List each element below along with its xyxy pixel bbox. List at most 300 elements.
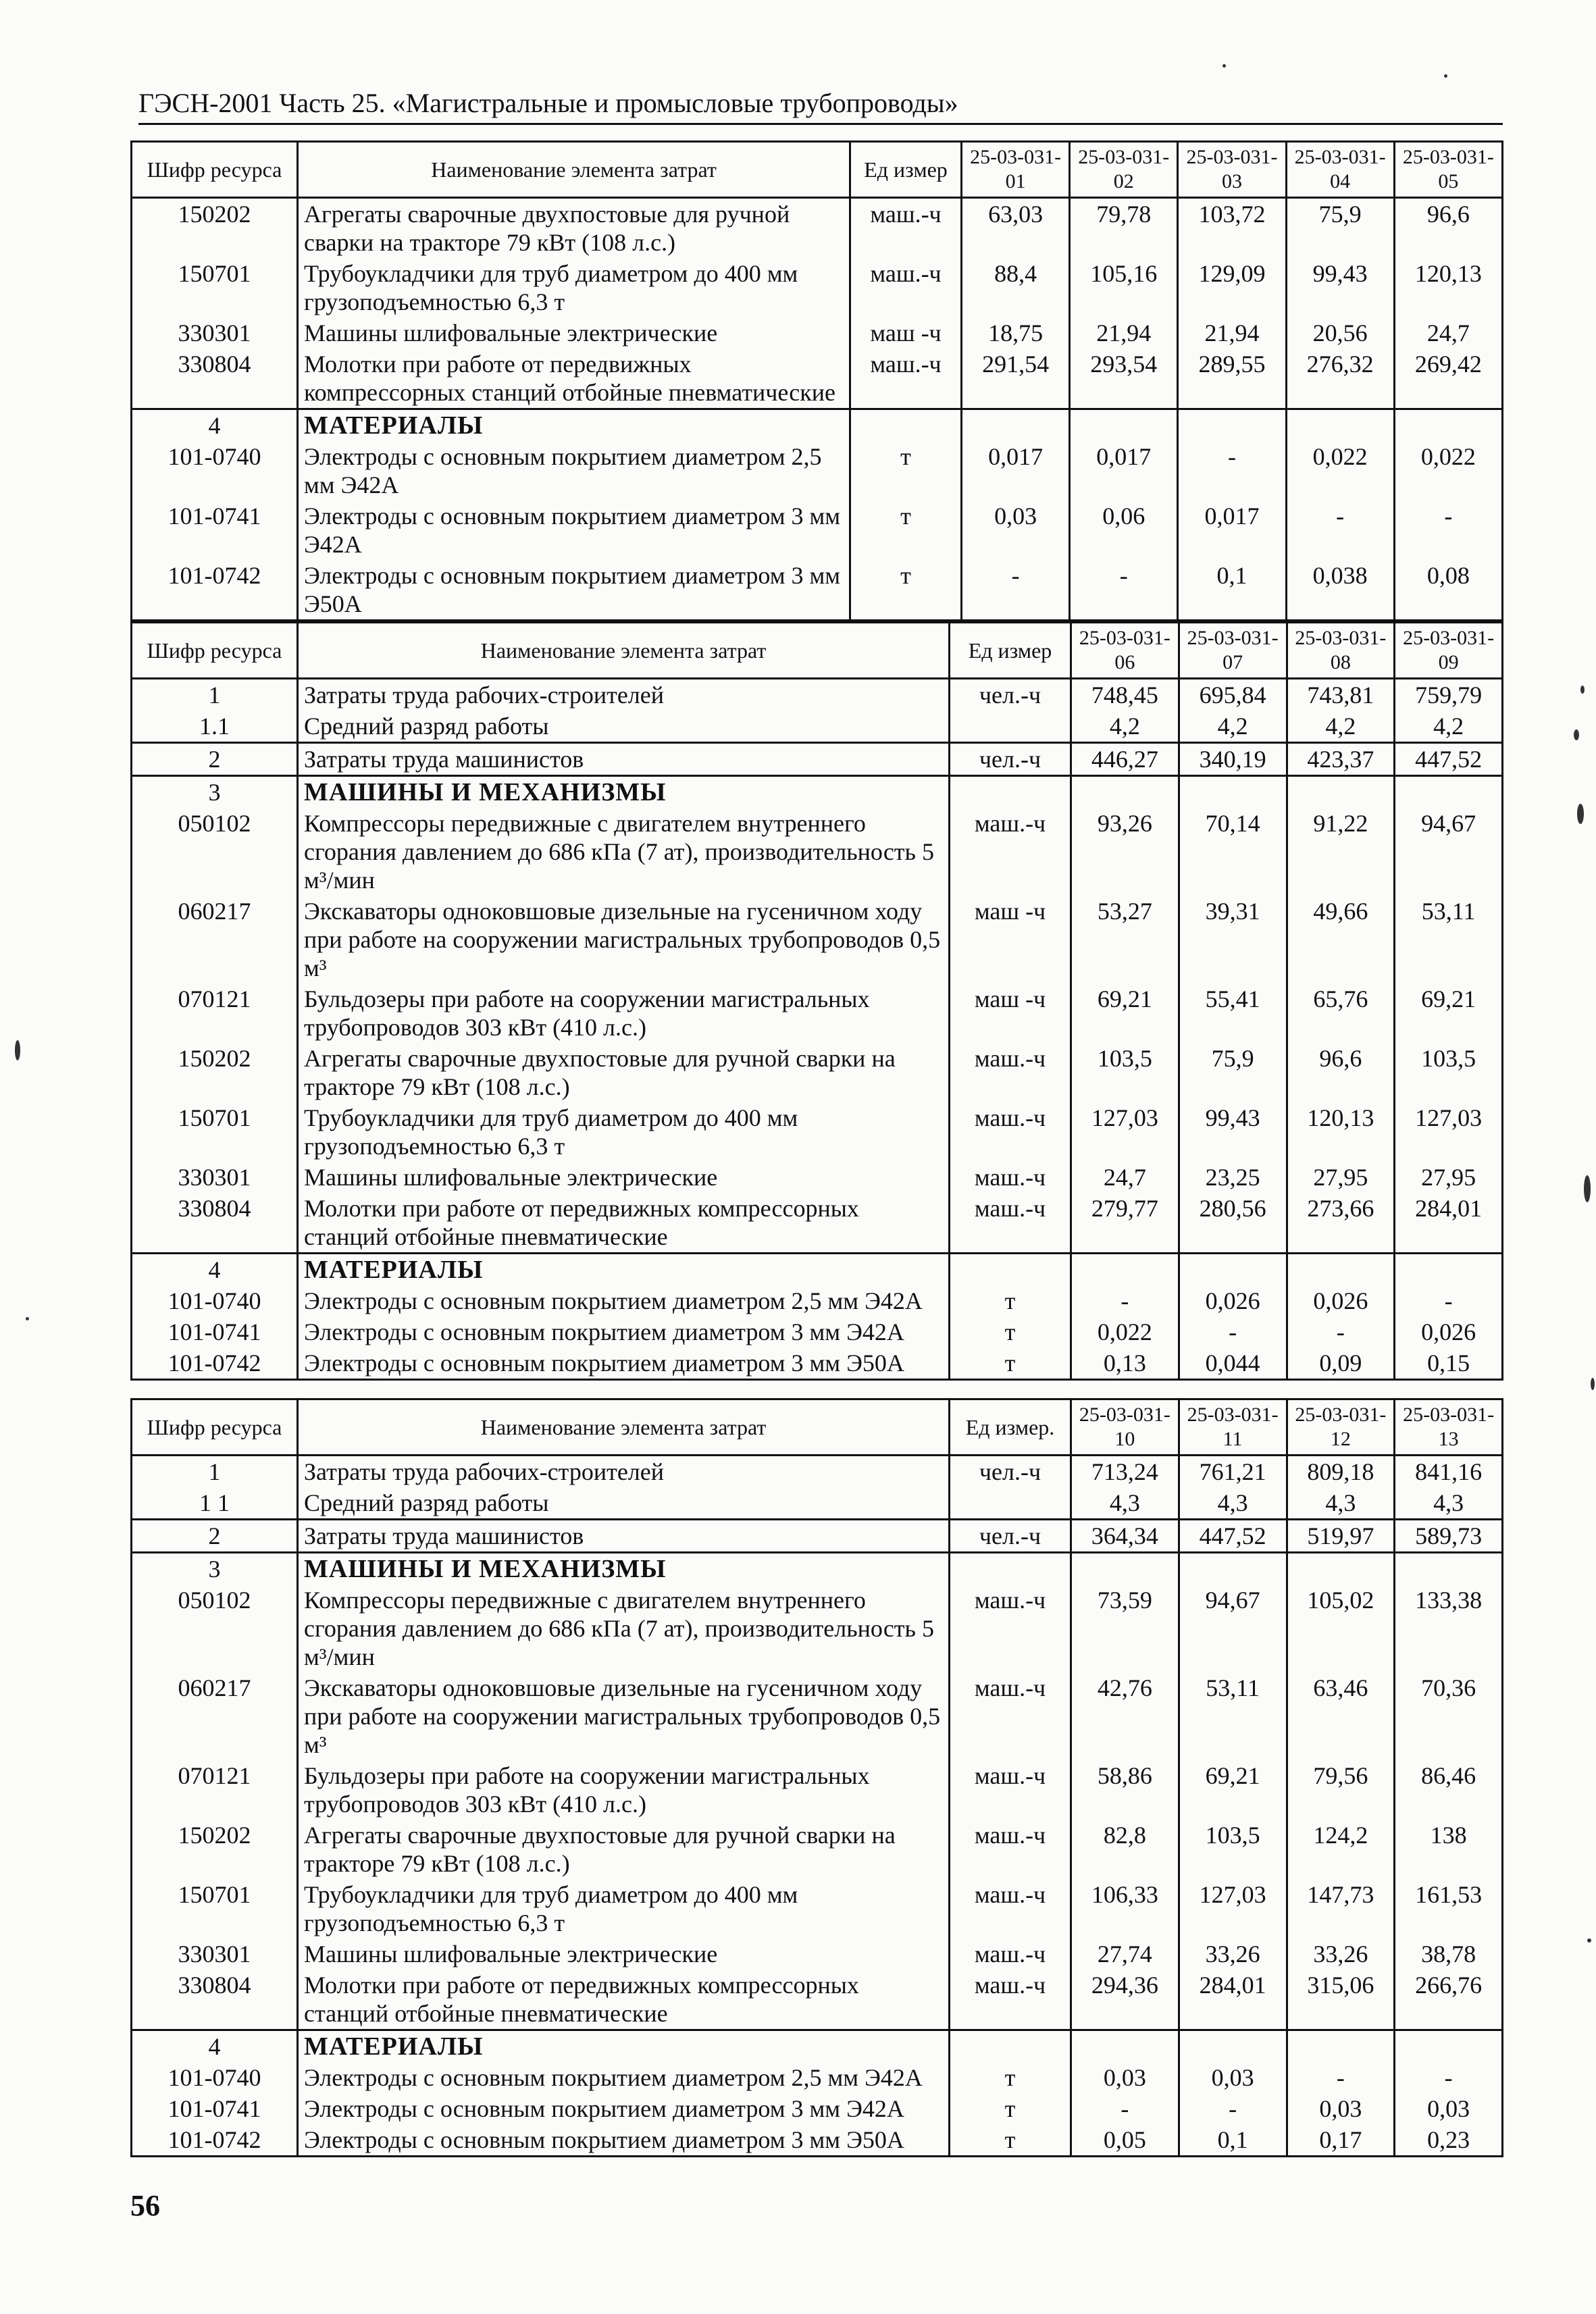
table-row [132,2124,1503,2157]
cost-element-name-cell: Агрегаты сварочные двухпостовые для ручной сварки на тракторе 79 кВт (108 л.с.) [298,1043,950,1102]
value-cell [1395,1254,1503,1286]
value-cell: 423,37 [1287,743,1395,776]
unit-cell: т [950,2062,1071,2093]
value-cell: - [1071,1285,1179,1316]
resource-code-cell: 330301 [132,1162,298,1193]
value-cell: - [962,560,1070,621]
value-cell: 291,54 [962,349,1070,409]
value-cell: 127,03 [1395,1102,1503,1162]
unit-cell [950,1487,1071,1520]
resource-code-cell: 330301 [132,1938,298,1970]
cost-element-name-cell: Электроды с основным покрытием диаметром 3 мм Э42А [298,500,850,560]
cost-element-name-cell: Агрегаты сварочные двухпостовые для ручной сварки на тракторе 79 кВт (108 л.с.) [298,198,850,259]
column-header: Наименование элемента затрат [298,623,950,679]
value-cell [1395,776,1503,808]
value-cell: 24,7 [1394,317,1502,349]
value-cell [1071,1254,1179,1286]
value-cell: 53,11 [1395,896,1503,983]
resource-code-cell: 150202 [132,198,298,259]
value-cell: 0,022 [1394,441,1502,500]
table-row [132,1760,1503,1820]
cost-element-name-cell: Средний разряд работы [298,1487,950,1520]
table-row [132,1585,1503,1672]
value-cell: 0,1 [1179,2124,1287,2157]
unit-cell: маш.-ч [950,1043,1071,1102]
unit-cell: т [850,560,962,621]
column-header: Ед измер [950,623,1071,679]
table-row [132,2030,1503,2063]
value-cell: 58,86 [1071,1760,1179,1820]
column-header: 25-03-031-09 [1395,623,1503,679]
unit-cell: т [950,1285,1071,1316]
value-cell: 0,03 [1071,2062,1179,2093]
resource-code-cell: 330804 [132,349,298,409]
resource-code-cell: 330804 [132,1970,298,2030]
cost-element-name-cell: Машины шлифовальные электрические [298,1938,950,1970]
value-cell: 91,22 [1287,808,1395,896]
resource-code-cell: 101-0741 [132,1316,298,1347]
resource-table-1 [130,140,1503,621]
cost-element-name-cell: Агрегаты сварочные двухпостовые для ручной сварки на тракторе 79 кВт (108 л.с.) [298,1820,950,1879]
table-row [132,1970,1503,2030]
value-cell: - [1178,441,1286,500]
column-header: Наименование элемента затрат [298,142,850,198]
scan-speck [1574,729,1579,740]
resource-code-cell: 101-0742 [132,1347,298,1380]
value-cell: 266,76 [1395,1970,1503,2030]
resource-code-cell: 4 [132,2030,298,2063]
scan-speck [1444,74,1447,78]
scan-speck [1222,64,1226,68]
unit-cell: чел.-ч [950,1456,1071,1488]
value-cell: 0,022 [1286,441,1394,500]
value-cell: 279,77 [1071,1193,1179,1254]
page-number: 56 [130,2189,160,2222]
value-cell: 0,05 [1071,2124,1179,2157]
value-cell: 4,2 [1395,711,1503,743]
value-cell: 21,94 [1178,317,1286,349]
value-cell: - [1179,2093,1287,2124]
table-row [132,258,1503,317]
value-cell: - [1179,1316,1287,1347]
value-cell: 809,18 [1287,1456,1395,1488]
value-cell [1286,409,1394,442]
table-row [132,896,1503,983]
value-cell: 4,2 [1071,711,1179,743]
cost-element-name-cell: Электроды с основным покрытием диаметром 2,5 мм Э42А [298,441,850,500]
value-cell: 280,56 [1179,1193,1287,1254]
cost-element-name-cell: Электроды с основным покрытием диаметром 2,5 мм Э42А [298,1285,950,1316]
value-cell: 94,67 [1395,808,1503,896]
cost-element-name-cell: МАТЕРИАЛЫ [298,2030,950,2063]
value-cell: 294,36 [1071,1970,1179,2030]
value-cell: 133,38 [1395,1585,1503,1672]
value-cell: 65,76 [1287,983,1395,1043]
value-cell: 63,46 [1287,1672,1395,1760]
value-cell: 75,9 [1286,198,1394,259]
resource-table-3 [130,1398,1503,2157]
value-cell: 0,17 [1287,2124,1395,2157]
cost-element-name-cell: Электроды с основным покрытием диаметром 3 мм Э42А [298,1316,950,1347]
value-cell: 103,5 [1395,1043,1503,1102]
column-header: Шифр ресурса [132,142,298,198]
cost-element-name-cell: Молотки при работе от передвижных компрессорных станций отбойные пневматические [298,349,850,409]
value-cell: 103,5 [1179,1820,1287,1879]
resource-code-cell: 150701 [132,258,298,317]
value-cell [1179,776,1287,808]
table-row [132,1254,1503,1286]
value-cell: 0,017 [1070,441,1178,500]
value-cell: 0,026 [1287,1285,1395,1316]
value-cell: 4,2 [1179,711,1287,743]
unit-cell: т [950,2093,1071,2124]
value-cell [1287,1254,1395,1286]
table-row [132,1487,1503,1520]
table-row [132,349,1503,409]
scan-speck [1587,1938,1591,1943]
value-cell: 269,42 [1394,349,1502,409]
value-cell: 446,27 [1071,743,1179,776]
cost-element-name-cell: Машины шлифовальные электрические [298,317,850,349]
unit-cell: чел.-ч [950,1520,1071,1553]
cost-element-name-cell: МАШИНЫ И МЕХАНИЗМЫ [298,776,950,808]
cost-element-name-cell: Затраты труда машинистов [298,743,950,776]
value-cell: 759,79 [1395,679,1503,711]
unit-cell: т [950,2124,1071,2157]
value-cell: 748,45 [1071,679,1179,711]
resource-code-cell: 050102 [132,808,298,896]
value-cell: 124,2 [1287,1820,1395,1879]
cost-element-name-cell: Электроды с основным покрытием диаметром 3 мм Э42А [298,2093,950,2124]
unit-cell: т [950,1347,1071,1380]
table-row [132,500,1503,560]
unit-cell: т [850,500,962,560]
value-cell: 23,25 [1179,1162,1287,1193]
value-cell: 127,03 [1071,1102,1179,1162]
scan-speck [1580,686,1585,694]
value-cell: 284,01 [1395,1193,1503,1254]
page-header: ГЭСН-2001 Часть 25. «Магистральные и промысловые трубопроводы» [138,86,1503,125]
value-cell: 27,95 [1287,1162,1395,1193]
value-cell: 70,36 [1395,1672,1503,1760]
table-row [132,1938,1503,1970]
column-header: 25-03-031-11 [1179,1399,1287,1456]
cost-element-name-cell: Машины шлифовальные электрические [298,1162,950,1193]
table-row [132,1879,1503,1938]
value-cell: 0,09 [1287,1347,1395,1380]
value-cell: 4,3 [1287,1487,1395,1520]
cost-element-name-cell: Компрессоры передвижные с двигателем внутреннего сгорания давлением до 686 кПа (7 ат), производительность 5 м³/мин [298,808,950,896]
unit-cell: т [950,1316,1071,1347]
unit-cell: маш -ч [850,317,962,349]
table-header-row [132,142,1503,198]
value-cell: 53,11 [1179,1672,1287,1760]
column-header: Ед измер. [950,1399,1071,1456]
value-cell: 120,13 [1287,1102,1395,1162]
value-cell: 841,16 [1395,1456,1503,1488]
resource-code-cell: 101-0740 [132,1285,298,1316]
resource-code-cell: 2 [132,1520,298,1553]
value-cell: 86,46 [1395,1760,1503,1820]
value-cell: 0,15 [1395,1347,1503,1380]
value-cell: 99,43 [1179,1102,1287,1162]
value-cell: 53,27 [1071,896,1179,983]
column-header: 25-03-031-12 [1287,1399,1395,1456]
value-cell: 63,03 [962,198,1070,259]
resource-code-cell: 4 [132,1254,298,1286]
value-cell: 761,21 [1179,1456,1287,1488]
unit-cell: маш.-ч [950,1162,1071,1193]
unit-cell [950,1553,1071,1585]
value-cell: 21,94 [1070,317,1178,349]
scan-speck [15,1040,20,1060]
value-cell: 38,78 [1395,1938,1503,1970]
column-header: 25-03-031-10 [1071,1399,1179,1456]
resource-code-cell: 150701 [132,1102,298,1162]
value-cell: 695,84 [1179,679,1287,711]
table-row [132,808,1503,896]
resource-code-cell: 050102 [132,1585,298,1672]
value-cell: 69,21 [1395,983,1503,1043]
unit-cell: маш.-ч [950,1879,1071,1938]
resource-code-cell: 070121 [132,983,298,1043]
column-header: 25-03-031-01 [962,142,1070,198]
value-cell: 0,1 [1178,560,1286,621]
value-cell: 70,14 [1179,808,1287,896]
value-cell: 4,3 [1071,1487,1179,1520]
unit-cell: маш.-ч [950,808,1071,896]
value-cell: - [1070,560,1178,621]
cost-element-name-cell: Затраты труда рабочих-строителей [298,679,950,711]
value-cell: 0,13 [1071,1347,1179,1380]
resource-code-cell: 1.1 [132,711,298,743]
value-cell: 105,16 [1070,258,1178,317]
resource-code-cell: 330804 [132,1193,298,1254]
resource-code-cell: 150202 [132,1820,298,1879]
value-cell: 105,02 [1287,1585,1395,1672]
cost-element-name-cell: Средний разряд работы [298,711,950,743]
value-cell: 4,3 [1179,1487,1287,1520]
column-header: 25-03-031-02 [1070,142,1178,198]
scan-speck [1577,804,1584,824]
value-cell [1394,409,1502,442]
table-header-row [132,1399,1503,1456]
table-row [132,711,1503,743]
resource-code-cell: 070121 [132,1760,298,1820]
value-cell: 289,55 [1178,349,1286,409]
value-cell: 79,56 [1287,1760,1395,1820]
value-cell [1071,2030,1179,2063]
value-cell: 120,13 [1394,258,1502,317]
value-cell [1179,2030,1287,2063]
value-cell: 42,76 [1071,1672,1179,1760]
value-cell: - [1394,500,1502,560]
unit-cell: т [850,441,962,500]
value-cell: 273,66 [1287,1193,1395,1254]
value-cell: 27,74 [1071,1938,1179,1970]
unit-cell: маш.-ч [950,1820,1071,1879]
unit-cell: маш.-ч [850,198,962,259]
resource-code-cell: 330301 [132,317,298,349]
value-cell: 276,32 [1286,349,1394,409]
resource-code-cell: 150701 [132,1879,298,1938]
unit-cell [950,776,1071,808]
column-header: Наименование элемента затрат [298,1399,950,1456]
value-cell [1287,776,1395,808]
cost-element-name-cell: Электроды с основным покрытием диаметром 3 мм Э50А [298,560,850,621]
value-cell: - [1287,1316,1395,1347]
value-cell: 127,03 [1179,1879,1287,1938]
value-cell: 0,044 [1179,1347,1287,1380]
value-cell: 69,21 [1179,1760,1287,1820]
column-header: Шифр ресурса [132,623,298,679]
scan-speck [1591,1378,1595,1390]
table-row [132,1553,1503,1585]
table-row [132,1162,1503,1193]
resource-code-cell: 150202 [132,1043,298,1102]
value-cell: 161,53 [1395,1879,1503,1938]
value-cell: 73,59 [1071,1585,1179,1672]
cost-element-name-cell: Трубоукладчики для труб диаметром до 400 мм грузоподъемностью 6,3 т [298,258,850,317]
value-cell: 284,01 [1179,1970,1287,2030]
unit-cell: чел.-ч [950,679,1071,711]
column-header: 25-03-031-07 [1179,623,1287,679]
value-cell: 0,022 [1071,1316,1179,1347]
resource-table-2 [130,621,1503,1381]
value-cell [962,409,1070,442]
cost-element-name-cell: Бульдозеры при работе на сооружении магистральных трубопроводов 303 кВт (410 л.с.) [298,1760,950,1820]
value-cell: 106,33 [1071,1879,1179,1938]
value-cell: 0,026 [1395,1316,1503,1347]
cost-element-name-cell: Молотки при работе от передвижных компрессорных станций отбойные пневматические [298,1193,950,1254]
value-cell: 340,19 [1179,743,1287,776]
cost-element-name-cell: Компрессоры передвижные с двигателем внутреннего сгорания давлением до 686 кПа (7 ат), производительность 5 м³/мин [298,1585,950,1672]
table-row [132,1456,1503,1488]
value-cell: 99,43 [1286,258,1394,317]
value-cell: - [1395,2062,1503,2093]
cost-element-name-cell: Затраты труда рабочих-строителей [298,1456,950,1488]
value-cell: 88,4 [962,258,1070,317]
column-header: 25-03-031-06 [1071,623,1179,679]
value-cell: 147,73 [1287,1879,1395,1938]
unit-cell: маш.-ч [950,1672,1071,1760]
resource-code-cell: 3 [132,1553,298,1585]
value-cell: 39,31 [1179,896,1287,983]
unit-cell: маш.-ч [950,1760,1071,1820]
value-cell: 447,52 [1179,1520,1287,1553]
scan-speck [26,1317,29,1320]
resource-code-cell: 1 [132,679,298,711]
value-cell [1287,1553,1395,1585]
table-row [132,2062,1503,2093]
value-cell [1287,2030,1395,2063]
cost-element-name-cell: Молотки при работе от передвижных компрессорных станций отбойные пневматические [298,1970,950,2030]
table-row [132,1102,1503,1162]
value-cell: - [1071,2093,1179,2124]
value-cell: 364,34 [1071,1520,1179,1553]
value-cell: - [1286,500,1394,560]
resource-code-cell: 060217 [132,896,298,983]
unit-cell: маш.-ч [950,1102,1071,1162]
cost-element-name-cell: Экскаваторы одноковшовые дизельные на гусеничном ходу при работе на сооружении магистральных трубопроводов 0,5 м³ [298,896,950,983]
value-cell: 0,23 [1395,2124,1503,2157]
value-cell [1070,409,1178,442]
value-cell: 24,7 [1071,1162,1179,1193]
value-cell: 0,06 [1070,500,1178,560]
value-cell: 0,03 [962,500,1070,560]
resource-code-cell: 060217 [132,1672,298,1760]
unit-cell: маш -ч [950,983,1071,1043]
resource-code-cell: 101-0740 [132,2062,298,2093]
value-cell: 0,017 [962,441,1070,500]
table-row [132,743,1503,776]
value-cell: 315,06 [1287,1970,1395,2030]
column-header: 25-03-031-13 [1395,1399,1503,1456]
resource-code-cell: 1 [132,1456,298,1488]
table-row [132,198,1503,259]
resource-code-cell: 101-0740 [132,441,298,500]
resource-code-cell: 101-0741 [132,2093,298,2124]
cost-element-name-cell: Трубоукладчики для труб диаметром до 400 мм грузоподъемностью 6,3 т [298,1879,950,1938]
value-cell: 20,56 [1286,317,1394,349]
value-cell: 33,26 [1179,1938,1287,1970]
resource-code-cell: 101-0742 [132,2124,298,2157]
unit-cell [950,2030,1071,2063]
cost-element-name-cell: МАШИНЫ И МЕХАНИЗМЫ [298,1553,950,1585]
value-cell: 519,97 [1287,1520,1395,1553]
value-cell: - [1395,1285,1503,1316]
unit-cell: маш.-ч [850,349,962,409]
unit-cell: маш.-ч [950,1970,1071,2030]
table-row [132,2093,1503,2124]
value-cell [1395,2030,1503,2063]
value-cell: 69,21 [1071,983,1179,1043]
value-cell: 0,08 [1394,560,1502,621]
table-row [132,1193,1503,1254]
value-cell: 0,03 [1395,2093,1503,2124]
cost-element-name-cell: Трубоукладчики для труб диаметром до 400 мм грузоподъемностью 6,3 т [298,1102,950,1162]
value-cell: 33,26 [1287,1938,1395,1970]
resource-code-cell: 101-0741 [132,500,298,560]
value-cell [1178,409,1286,442]
value-cell [1179,1553,1287,1585]
table-header-row [132,623,1503,679]
column-header: 25-03-031-08 [1287,623,1395,679]
unit-cell: маш -ч [950,896,1071,983]
table-row [132,1520,1503,1553]
value-cell [1395,1553,1503,1585]
value-cell: 103,72 [1178,198,1286,259]
value-cell: 93,26 [1071,808,1179,896]
cost-element-name-cell: Электроды с основным покрытием диаметром 2,5 мм Э42А [298,2062,950,2093]
resource-code-cell: 1 1 [132,1487,298,1520]
unit-cell: маш.-ч [850,258,962,317]
scan-speck [1584,1175,1591,1202]
table-row [132,983,1503,1043]
unit-cell: маш.-ч [950,1193,1071,1254]
value-cell: 129,09 [1178,258,1286,317]
value-cell: 4,3 [1395,1487,1503,1520]
value-cell: 55,41 [1179,983,1287,1043]
value-cell: 27,95 [1395,1162,1503,1193]
unit-cell [850,409,962,442]
value-cell: 0,038 [1286,560,1394,621]
value-cell: 0,03 [1287,2093,1395,2124]
cost-element-name-cell: Электроды с основным покрытием диаметром 3 мм Э50А [298,1347,950,1380]
table-row [132,317,1503,349]
value-cell: 96,6 [1287,1043,1395,1102]
table-row [132,776,1503,808]
